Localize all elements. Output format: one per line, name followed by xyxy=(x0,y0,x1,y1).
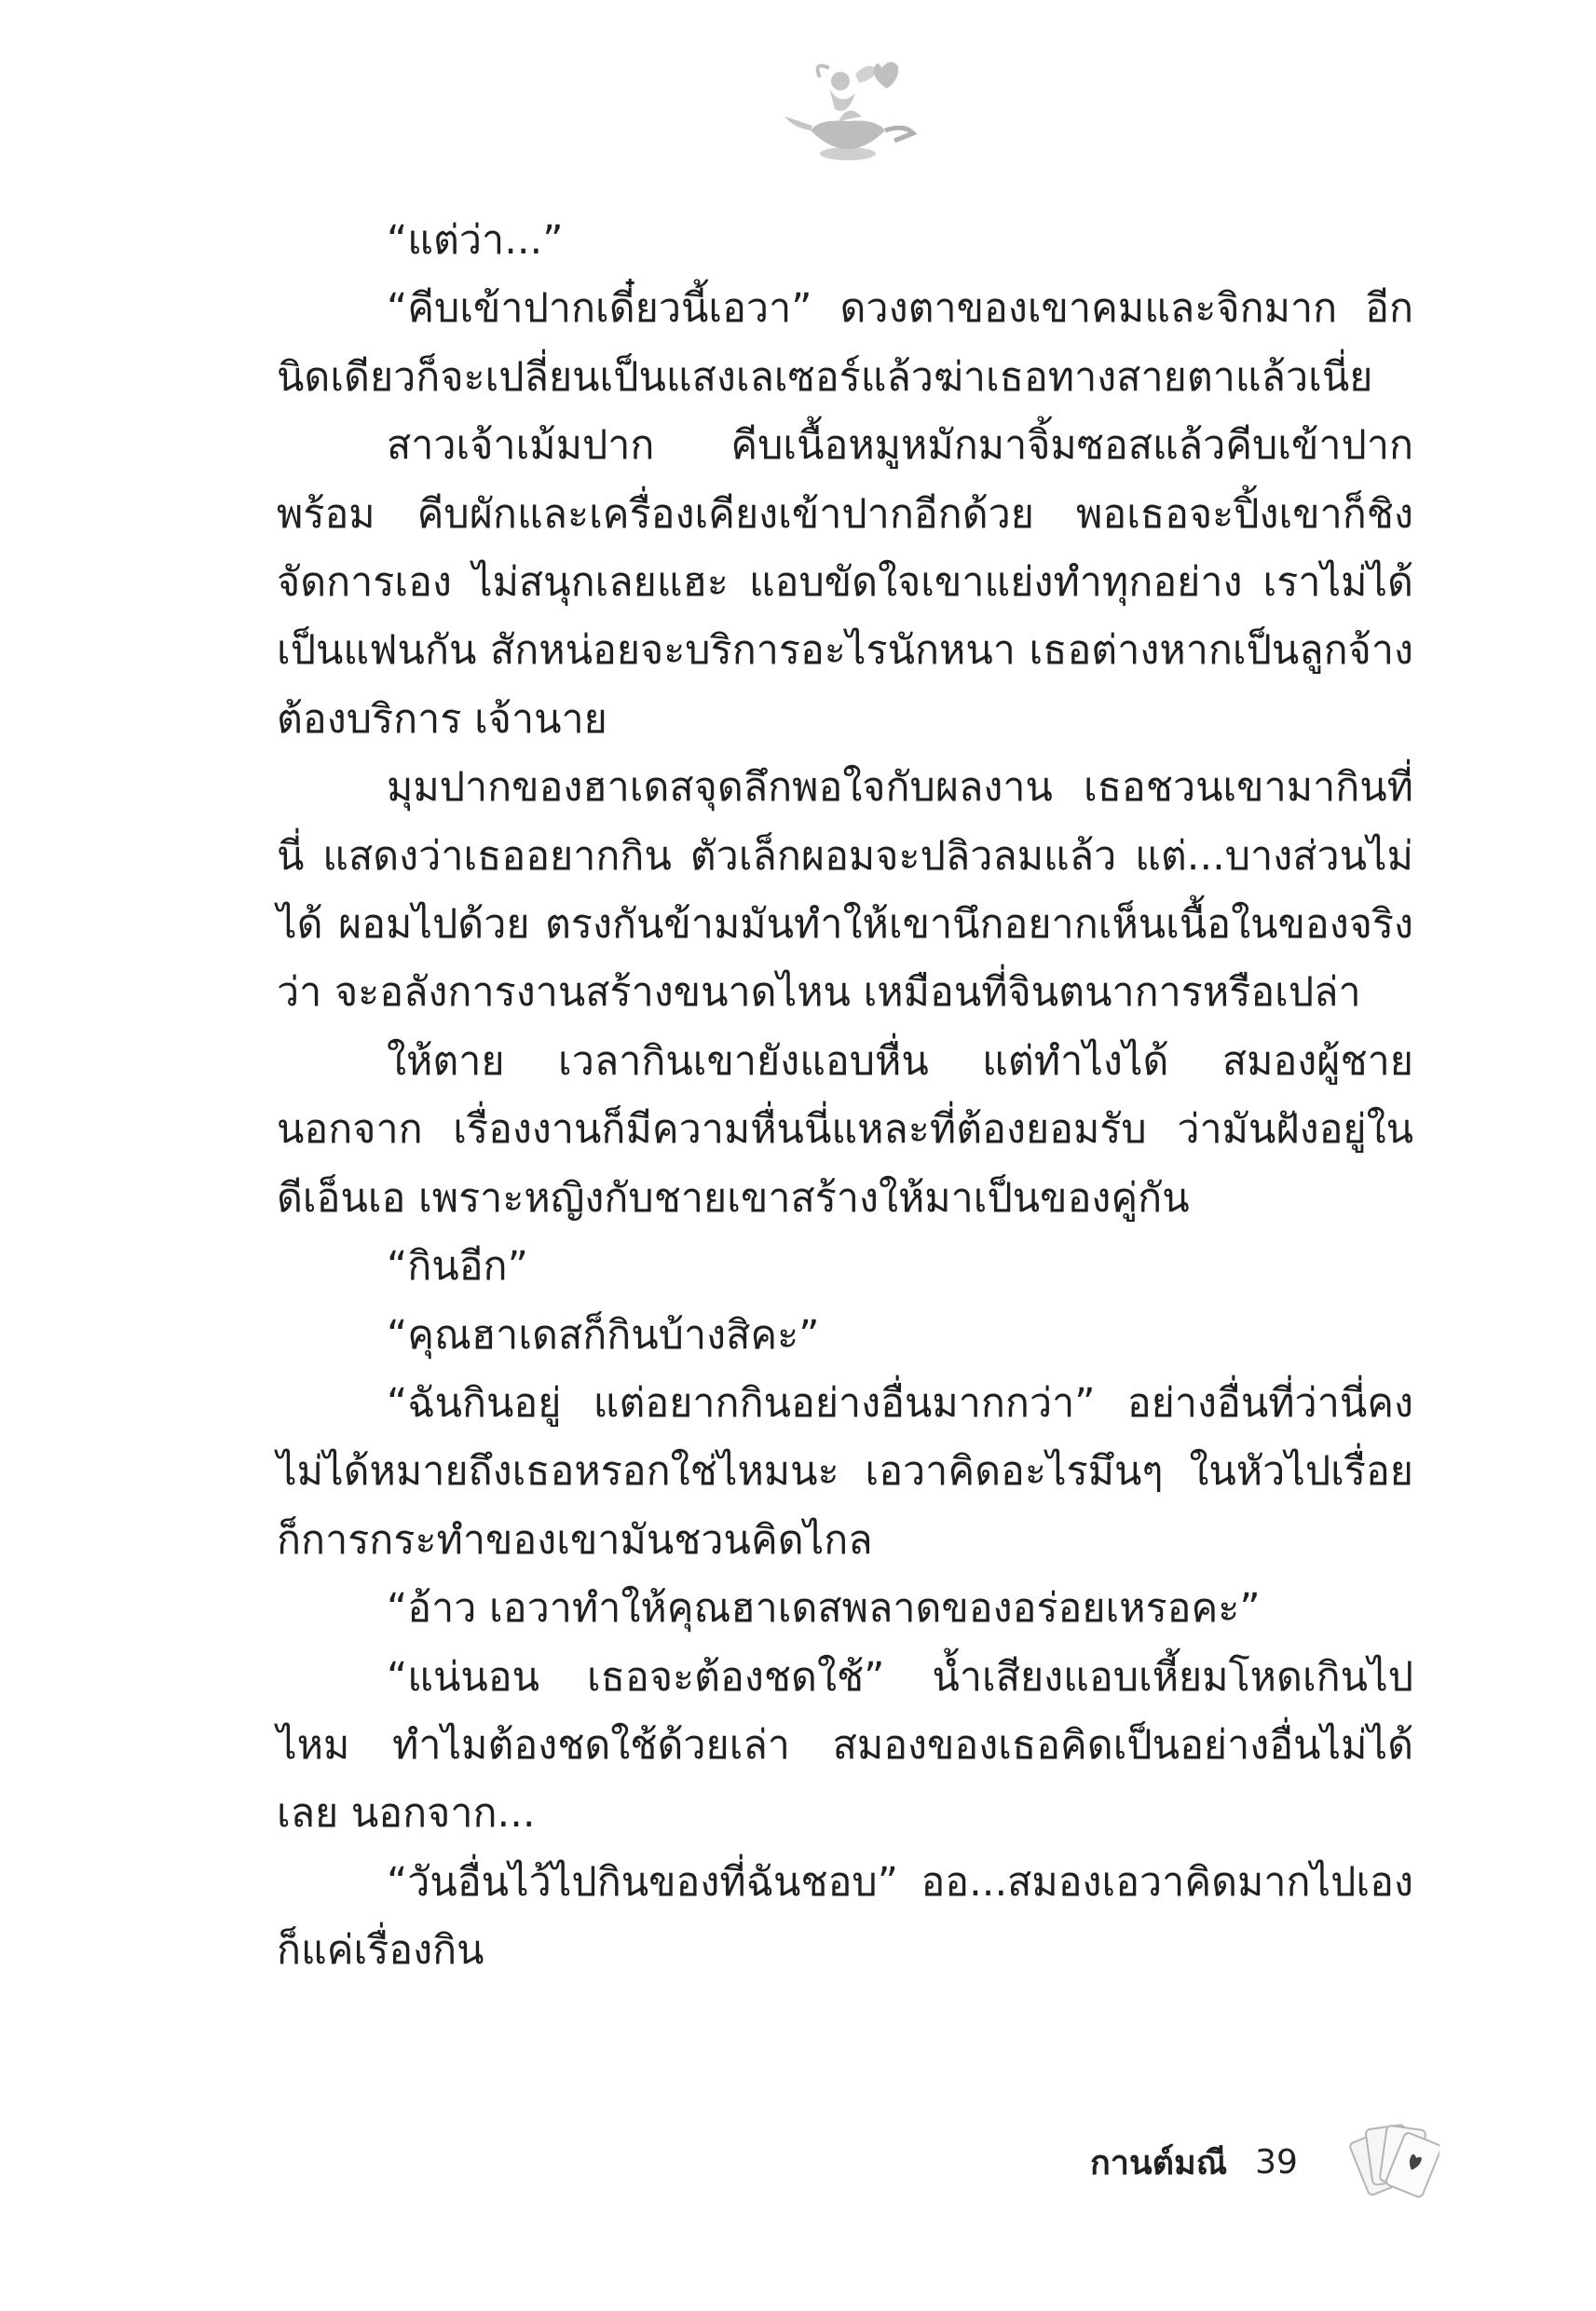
paragraph: ให้ตาย เวลากินเขายังแอบหื่น แต่ทำไงได้ สมองผู้ชายนอกจาก เรื่องงานก็มีความหื่นนี่แหละที่ต้องยอมรับ ว่ามันฝังอยู่ในดีเอ็นเอ เพราะหญิงกับชายเขาสร้างให้มาเป็นของคู่กัน xyxy=(277,1037,1413,1222)
paragraph: “ฉันกินอยู่ แต่อยากกินอย่างอื่นมากกว่า” อย่างอื่นที่ว่านี่คง ไม่ได้หมายถึงเธอหรอกใช่ไหมนะ เอวาคิดอะไรมึนๆ ในหัวไปเรื่อย ก็การกระทำของเขามันชวนคิดไกล xyxy=(277,1379,1413,1564)
body-text xyxy=(277,207,1413,1986)
paragraph: สาวเจ้าเม้มปาก คีบเนื้อหมูหมักมาจิ้มซอสแล้วคีบเข้าปากพร้อม คีบผักและเครื่องเคียงเข้าปากอีกด้วย พอเธอจะปิ้งเขาก็ชิงจัดการเอง ไม่สนุกเลยแฮะ แอบขัดใจเขาแย่งทำทุกอย่าง เราไม่ได้เป็นแฟนกัน สักหน่อยจะบริการอะไรนักหนา เธอต่างหากเป็นลูกจ้างต้องบริการ เจ้านาย xyxy=(277,422,1413,743)
paragraph: “คุณฮาเดสก็กินบ้างสิคะ” xyxy=(387,1311,820,1359)
paragraph: มุมปากของฮาเดสจุดลึกพอใจกับผลงาน เธอชวนเขามากินที่นี่ แสดงว่าเธออยากกิน ตัวเล็กผอมจะปลิวลมแล้ว แต่...บางส่วนไม่ได้ ผอมไปด้วย ตรงกันข้ามมันทำให้เขานึกอยากเห็นเนื้อในของจริงว่า จะอลังการงานสร้างขนาดไหน เหมือนที่จินตนาการหรือเปล่า xyxy=(277,764,1413,1017)
page-number: 39 xyxy=(1255,2142,1298,2181)
paragraph: “อ้าว เอวาทำให้คุณฮาเดสพลาดของอร่อยเหรอคะ” xyxy=(387,1585,1261,1633)
playing-cards-icon xyxy=(1346,2113,1439,2202)
paragraph: “แน่นอน เธอจะต้องชดใช้” น้ำเสียงแอบเหี้ยมโหดเกินไปไหม ทำไมต้องชดใช้ด้วยเล่า สมองของเธอคิดเป็นอย่างอื่นไม่ได้เลย นอกจาก... xyxy=(277,1653,1413,1838)
paragraph: “คีบเข้าปากเดี๋ยวนี้เอวา” ดวงตาของเขาคมและจิกมาก อีกนิดเดียวก็จะเปลี่ยนเป็นแสงเลเซอร์แล้วฆ่าเธอทางสายตาแล้วเนี่ย xyxy=(277,285,1413,401)
paragraph: “วันอื่นไว้ไปกินของที่ฉันชอบ” ออ...สมองเอวาคิดมากไปเอง ก็แค่เรื่องกิน xyxy=(277,1858,1413,1975)
paragraph: “แต่ว่า...” xyxy=(387,217,564,264)
page-footer xyxy=(1090,2129,1298,2195)
genie-lamp-ornament-icon xyxy=(773,51,922,172)
paragraph: “กินอีก” xyxy=(387,1243,528,1291)
author-name: กานต์มณี xyxy=(1090,2143,1228,2182)
